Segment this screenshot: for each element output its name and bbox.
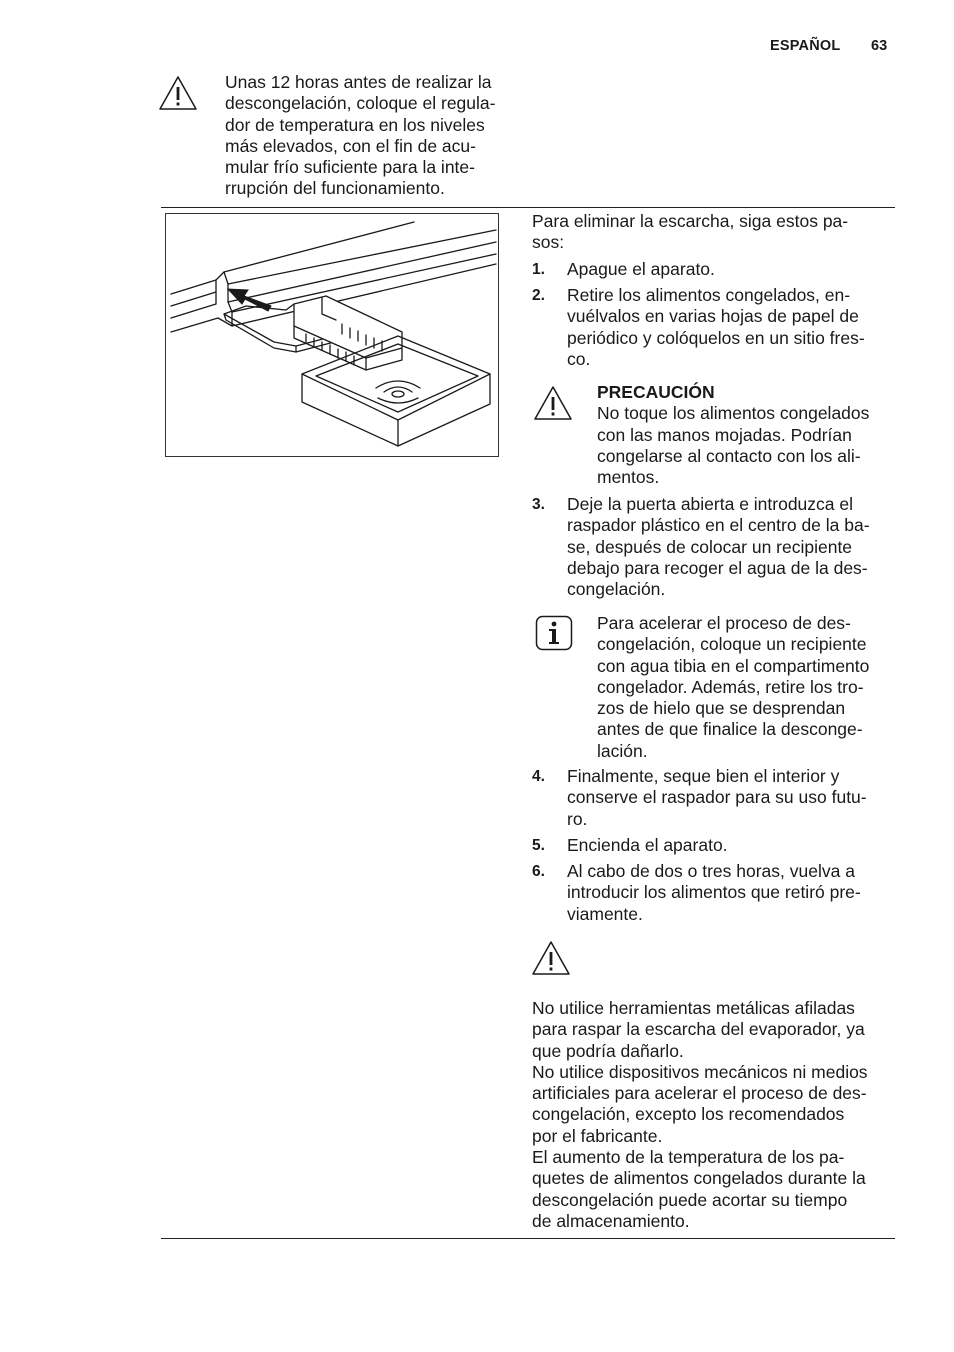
step-text: Apague el aparato. bbox=[567, 259, 715, 279]
section-divider-bottom bbox=[161, 1238, 895, 1239]
defrost-scraper-illustration bbox=[166, 214, 498, 456]
warning-triangle-icon bbox=[531, 940, 571, 976]
page-number: 63 bbox=[871, 38, 888, 54]
info-icon bbox=[535, 615, 573, 651]
step-number: 1. bbox=[532, 261, 545, 278]
caution-title: PRECAUCIÓN bbox=[597, 382, 715, 402]
step-number: 2. bbox=[532, 287, 545, 304]
step-number: 3. bbox=[532, 496, 545, 513]
step-text: Encienda el aparato. bbox=[567, 835, 728, 855]
warning-triangle-icon bbox=[533, 385, 573, 421]
top-warning-text: Unas 12 horas antes de realizar la descongelación, coloque el regula- dor de temperatura en los niveles más elevados, con el fin de acu- mular frío suficiente para la inte- rrupción del funcionamiento. bbox=[225, 72, 496, 199]
step-number: 5. bbox=[532, 837, 545, 854]
info-note-text: Para acelerar el proceso de des- congelación, coloque un recipiente con agua tibia en el compartimento congelador. Además, retire los tro- zos de hielo que se desprendan antes de que finalice la desconge- lación. bbox=[597, 613, 870, 761]
step-text: Al cabo de dos o tres horas, vuelva a introducir los alimentos que retiró pre- viamente. bbox=[567, 861, 861, 924]
warning-triangle-icon bbox=[158, 75, 198, 111]
step-number: 6. bbox=[532, 863, 545, 880]
step-number: 4. bbox=[532, 768, 545, 785]
header-language: ESPAÑOL bbox=[770, 38, 841, 54]
defrost-intro: Para eliminar la escarcha, siga estos pa- sos: bbox=[532, 211, 849, 253]
caution-block: PRECAUCIÓN No toque los alimentos congelados con las manos mojadas. Podrían congelarse al contacto con los ali- mentos. bbox=[597, 382, 870, 488]
defrost-figure bbox=[165, 213, 499, 457]
bottom-warning-text: No utilice herramientas metálicas afiladas para raspar la escarcha del evaporador, ya que podría dañarlo. No utilice dispositivos mecánicos ni medios artificiales para acelerar el proceso de des- congelación, excepto los recomendados por el fabricante. El aumento de la temperatura de los pa- quetes de alimentos congelados durante la descongelación puede acortar su tiempo de almacenamiento. bbox=[532, 998, 868, 1231]
step-text: Retire los alimentos congelados, en- vuélvalos en varias hojas de papel de periódico y colóquelos en un sitio fres- co. bbox=[567, 285, 865, 369]
section-divider-top bbox=[161, 207, 895, 208]
step-text: Deje la puerta abierta e introduzca el raspador plástico en el centro de la ba- se, después de colocar un recipiente debajo para recoger el agua de la des- congelación. bbox=[567, 494, 870, 600]
step-text: Finalmente, seque bien el interior y conserve el raspador para su uso futu- ro. bbox=[567, 766, 867, 829]
